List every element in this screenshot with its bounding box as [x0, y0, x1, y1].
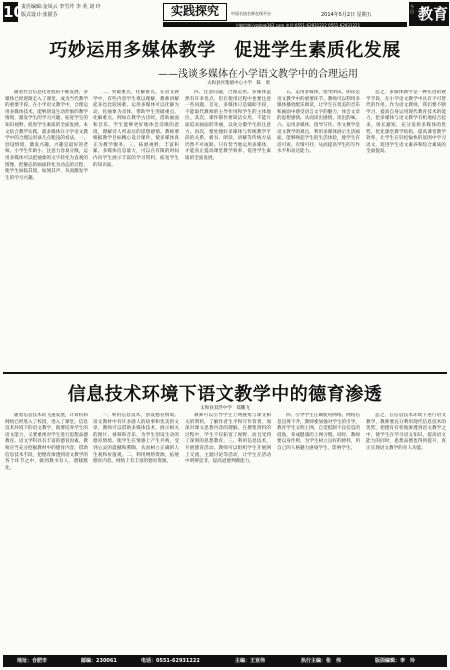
article1-column-2 — [93, 90, 179, 368]
article2-byline: 太和县双浮中学 郑鹏飞 — [200, 406, 250, 411]
article1-title: 巧妙运用多媒体教学 促进学生素质化发展 — [49, 40, 401, 61]
page-number: 10 — [3, 3, 24, 21]
designer-line: 版式设计:张银芬 — [21, 12, 58, 18]
column-text: 四、注意问题，合理运用。多媒体虽然有许多优点，但在使用过程中也要注意一些问题。首先，多媒体只是辅助手段，不能取代教师的主导作用和学生的主体地位。其次，课件制作要简洁实用，不能片面追求画面的华丽，以免分散学生的注意力。再次，要处理好多媒体与传统教学手段的关系，板书、朗读、讲解等传统方法仍然不可或缺。只有恰当地运用多媒体，才能真正提高课堂教学效率，促进学生素质的全面发展。 — [185, 90, 271, 161]
issue-date: 2014年5月2日 星期五 — [321, 12, 372, 18]
masthead-logo — [409, 2, 449, 26]
column-text: 四、引导学生正确使用网络。网络信息良莠不齐，教师要加强对学生的引导，教育学生文明上网，自觉抵制不良信息的侵蚀，养成健康的上网习惯。同时，教师要以身作则，为学生树立良好的榜样，用自己的人格魅力感染学生、影响学生。 — [277, 413, 360, 451]
column-text: 五、运用多媒体，指导朗读。朗读是语文教学中的重要环节。教师可以利用多媒体播放配乐朗读，让学生在优美的音乐和画面中感受语言文字的魅力，体会文章的思想感情，从而读出感情、读出韵味。六、运用多媒体，指导写作。作文教学是语文教学的难点，利用多媒体展示生活画面，能够唤起学生的生活体验，使学生有话可说、有情可抒，从而提高学生的写作水平和表达能力。 — [277, 90, 360, 155]
article2-column-1 — [5, 413, 88, 650]
article2-column-2 — [93, 413, 179, 650]
page-footer — [3, 655, 447, 667]
article1-byline: 太和县宫集镇中心小学 陈 勇 — [207, 81, 270, 86]
header-tag: 中国名校名师在线平台 — [231, 11, 271, 16]
logo-main: 教育 — [418, 5, 449, 23]
column-text: 总之，多媒体教学是一种先进的教学手段，在小学语文教学中具有不可替代的作用。作为语文教师，我们要不断学习，提高自身运用现代教育技术的能力，把多媒体与语文教学有机地结合起来，扬长避短，充分发挥多媒体的优势，优化课堂教学结构，提高课堂教学效率，让学生在轻松愉快的氛围中学习语文，促进学生语文素养和综合素质的全面提高。 — [366, 90, 446, 155]
header-contact: 主编信箱:jyzxb@163.com 电话:0551-62931222 0551-62931221 — [235, 23, 361, 28]
footer-item: 执行主编：张 伟 — [301, 658, 342, 664]
section-title: 实践探究 — [163, 3, 227, 21]
article2-column-5 — [366, 413, 446, 650]
footer-item: 版面编辑：李 玲 — [375, 658, 416, 664]
column-text: 随着社会信息化进程的不断发展，多媒体已经逐渐走入了课堂，成为当代教学的重要手段。在小学语文教学中，合理运用多媒体技术，能够创设生动形象的教学情境，激发学生的学习兴趣，拓宽学生的知识视野，促进学生素质的全面发展。本文结合教学实践，就多媒体在小学语文教学中的合理运用谈几点粗浅的看法。一、创设情境，激发兴趣。兴趣是最好的老师。小学生年龄小，注意力容易分散，运用多媒体可以把抽象的文字转化为直观的图像，把静态的画面转化为动态的过程，使学生如临其境，如闻其声，从而激发学生的学习兴趣。 — [5, 90, 88, 181]
page-header — [3, 2, 447, 26]
footer-item: 主编：王亚伟 — [235, 658, 266, 664]
article-divider — [3, 372, 447, 374]
editor-credits — [21, 3, 161, 19]
footer-item: 电话：0551-62931222 — [141, 658, 200, 664]
column-text: 教师可以引导学生上网搜集与课文相关的资料，了解作者生平和写作背景，加深对课文思想内容的理解。在搜集资料的过程中，学生不仅拓宽了视野，而且受到了深刻的思想教育。三、利用信息技术，开展德育活动。教师可以组织学生开展网上交流、主题讨论等活动，让学生在活动中明辨是非，提高道德判断能力。 — [185, 413, 271, 465]
article1-subtitle: ——浅谈多媒体在小学语文教学中的合理运用 — [158, 69, 358, 80]
footer-item: 邮编：230061 — [81, 658, 117, 664]
article1-column-5 — [366, 90, 446, 368]
article1-column-1 — [5, 90, 88, 368]
column-text: 随着信息技术的飞速发展，计算机和网络已经进入了校园，进入了课堂。信息技术环境下的语文教学，既要培养学生的语文能力，又要重视对学生进行思想品德教育。语文学科具有丰富的德育因素，教师应当充分挖掘教材中的德育内容，借助信息技术手段，把德育渗透到语文教学的各个环节之中，做到教书育人，潜移默化。 — [5, 413, 88, 471]
footer-item: 地址：合肥市 — [17, 658, 48, 664]
column-text: 二、突破重点，化解难点。在语文教学中，有些内容学生难以理解，教师讲解起来也比较困难。运用多媒体可以化静为动，化抽象为具体，帮助学生突破重点、化解难点。例如在教学古诗时，借助画面和音乐，学生能够更好地体会诗歌的意境，理解诗人所表达的思想感情。教师要根据教学目标精心设计课件，使多媒体真正为教学服务。三、拓展视野，丰富积累。多媒体信息量大，可以在有限的时间内向学生展示丰富的学习资料，拓宽学生的知识面。 — [93, 90, 179, 168]
editor-line: 责任编辑:金凤云 李雪芹 李 英 刘 玲 — [21, 4, 101, 10]
article2-title: 信息技术环境下语文教学中的德育渗透 — [67, 384, 383, 405]
logo-prefix: 今日 — [410, 4, 414, 14]
article1-column-3 — [185, 90, 271, 368]
article1-column-4 — [277, 90, 360, 368]
column-text: 总之，在信息技术环境下进行语文教学，教师要充分利用现代信息技术的优势，把德育有机地渗透到语文教学之中，使学生在学习语文知识、提高语文能力的同时，思想品德也得到提升，真正实现语文教学的育人功能。 — [366, 413, 446, 451]
column-text: 一、利用信息技术，创设德育情境。语文教材中有许多感人的故事和优美的文章，教师可以借助多媒体技术，展示相关的图片、视频和音乐，为学生创设生动的德育情境，使学生在情感上产生共鸣，受到心灵的震撼和熏陶，从而树立正确的人生观和价值观。二、利用网络资源，拓展德育内容。网络上有丰富的德育资源。 — [93, 413, 179, 465]
article2-column-4 — [277, 413, 360, 650]
article2-column-3 — [185, 413, 271, 650]
